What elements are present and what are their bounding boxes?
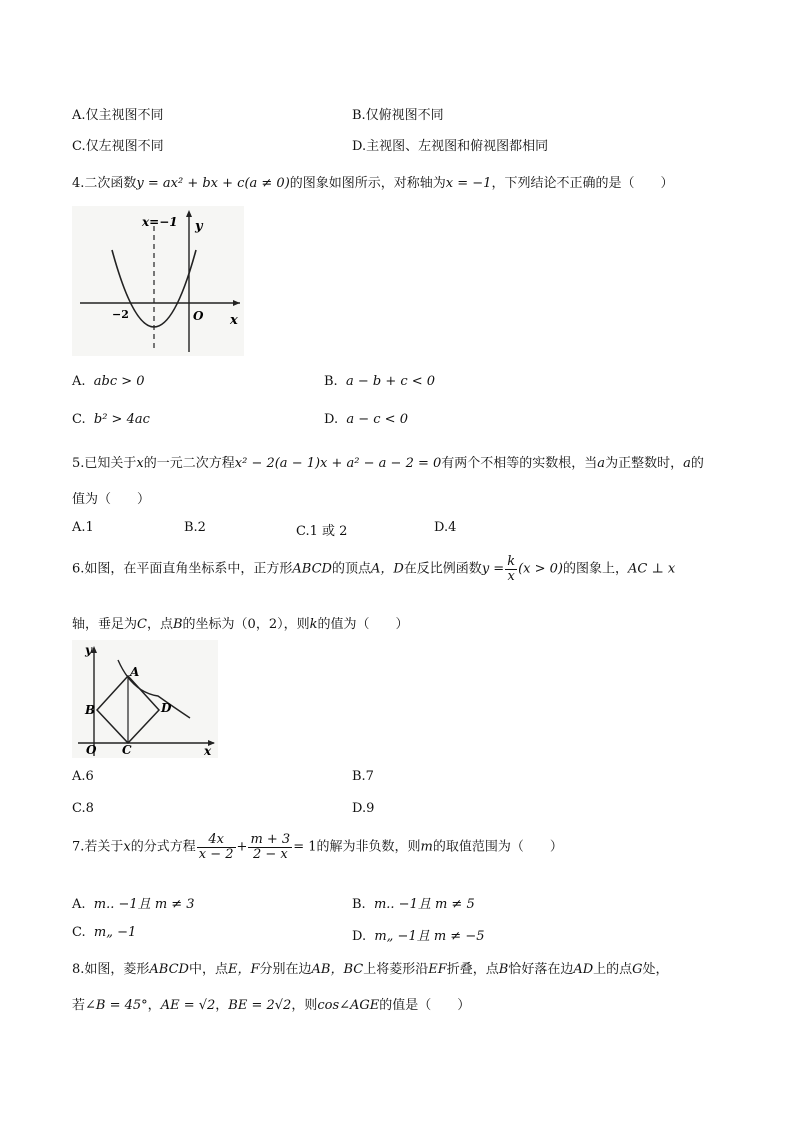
q3-option-d: D.主视图、左视图和俯视图都相同	[352, 139, 549, 154]
q6-option-a: A.6	[72, 769, 94, 784]
q7-option-a	[72, 893, 195, 912]
q6-frac-num: k	[507, 554, 516, 569]
q8-EF: EF	[428, 962, 447, 977]
q8-line2-pre: 若	[72, 998, 86, 1013]
q5-option-c: C.1 或 2	[296, 524, 348, 539]
q7-option-d-text: m„ −1且 m ≠ −5	[374, 929, 485, 944]
q8-G: G	[632, 962, 643, 977]
q5-mid1: 的一元二次方程	[143, 456, 235, 471]
q6-fig-a: A	[130, 665, 140, 679]
q8-line2-end: 的值是（ ）	[379, 998, 471, 1013]
q6-fig-origin: O	[86, 743, 97, 757]
q8-be: BE = 2√2	[228, 998, 292, 1013]
q4-fig-origin: O	[193, 309, 204, 323]
q7-stem	[72, 833, 563, 861]
q4-option-a-text: abc > 0	[93, 374, 145, 389]
q8-mid3: 上将菱形沿	[363, 962, 429, 977]
q5-equation: x² − 2(a − 1)x + a² − a − 2 = 0	[234, 456, 442, 471]
q8-end1: 处，	[642, 962, 669, 977]
q3-option-a: A.仅主视图不同	[72, 108, 164, 123]
q4-option-c-text: b² > 4ac	[93, 412, 150, 427]
q3-option-b: B.仅俯视图不同	[352, 108, 444, 123]
q7-option-a-label: A.	[72, 897, 86, 912]
q8-ae: AE = √2	[160, 998, 216, 1013]
q4-option-b	[324, 374, 435, 389]
q7-option-c-text: m„ −1	[93, 925, 137, 940]
q8-mid5: 恰好落在边	[508, 962, 574, 977]
q8-stem-line1	[72, 958, 669, 977]
q4-option-c	[72, 412, 150, 427]
q7-plus: +	[236, 839, 248, 855]
q8-ef: E，F	[227, 962, 260, 977]
q7-f2-num: m + 3	[250, 832, 291, 847]
q6-square-figure	[72, 640, 218, 758]
q6-fig-x-label: x	[204, 744, 212, 758]
q4-fig-x-label: x	[230, 313, 238, 328]
q7-m: m	[420, 839, 433, 855]
q6-y-eq: y =	[481, 561, 505, 577]
q8-mid2: 分别在边	[259, 962, 312, 977]
q5-mid3: 为正整数时，	[605, 456, 684, 471]
q6-stem-line1	[72, 555, 675, 583]
q6-option-b: B.7	[352, 769, 374, 784]
q6-line2-mid: ，点	[146, 617, 173, 632]
q7-f2-den: 2 − x	[252, 846, 288, 862]
q4-fig-tick-label: −2	[112, 308, 129, 321]
q4-fig-axis-label: x=−1	[142, 215, 178, 229]
q6-line2-pre: 轴，垂足为	[72, 617, 138, 632]
q8-mid1: 中，点	[188, 962, 228, 977]
q5-end: 的	[690, 456, 704, 471]
q4-fig-y-label: y	[195, 219, 203, 234]
q4-math1: y = ax² + bx + c(a ≠ 0)	[136, 176, 290, 191]
q8-mid7: ，则	[291, 998, 318, 1013]
q8-B: B	[498, 962, 509, 977]
q5-stem-line2: 值为（ ）	[72, 492, 151, 507]
q8-sep1: ，	[147, 998, 161, 1013]
q4-parabola-figure	[72, 206, 244, 356]
q7-suffix: 的取值范围为（ ）	[432, 839, 563, 855]
q4-prefix: 4.二次函数	[72, 176, 137, 191]
q7-eq: = 1	[293, 839, 317, 855]
q8-angle: ∠B = 45°	[85, 998, 148, 1013]
q6-frac-den: x	[507, 568, 515, 584]
q6-mid1: 的顶点	[331, 561, 371, 577]
q4-option-d	[324, 412, 408, 427]
q7-option-a-text: m.. −1且 m ≠ 3	[93, 897, 195, 912]
q6-fig-y-label: y	[85, 643, 92, 657]
q6-line2-end: 的坐标为（0，2），则	[182, 617, 310, 632]
q3-option-c: C.仅左视图不同	[72, 139, 164, 154]
q6-perp: AC ⊥ x	[628, 561, 676, 577]
q7-option-b-text: m.. −1且 m ≠ 5	[373, 897, 475, 912]
q4-option-d-text: a − c < 0	[346, 412, 408, 427]
q6-line1-pre: 6.如图，在平面直角坐标系中，正方形	[72, 561, 293, 577]
q5-stem-line1	[72, 452, 704, 471]
q8-abbc: AB，BC	[311, 962, 364, 977]
q7-prefix: 7.若关于	[72, 839, 124, 855]
q7-mid2: 的解为非负数，则	[316, 839, 421, 855]
q5-var-a2: a	[683, 456, 691, 471]
q5-option-d: D.4	[434, 520, 457, 535]
q6-mid3: 的图象上，	[562, 561, 628, 577]
q7-option-c	[72, 925, 136, 940]
q7-fraction-1	[197, 833, 236, 861]
q8-mid4: 折叠，点	[446, 962, 499, 977]
q6-cond: (x > 0)	[518, 561, 563, 577]
q4-option-c-label: C.	[72, 412, 86, 427]
q4-option-d-label: D.	[324, 412, 339, 427]
q6-k-over-x	[505, 555, 517, 583]
q4-stem	[72, 172, 673, 191]
q6-k: k	[309, 617, 318, 632]
q8-AD: AD	[573, 962, 594, 977]
q8-sep2: ，	[215, 998, 229, 1013]
q6-fig-c: C	[122, 743, 132, 757]
q8-line1-pre: 8.如图，菱形	[72, 962, 150, 977]
q6-line2-tail: 的值为（ ）	[317, 617, 409, 632]
q4-option-a	[72, 374, 145, 389]
q5-option-a: A.1	[72, 520, 94, 535]
q7-var: x	[123, 839, 131, 855]
q6-b: B	[172, 617, 183, 632]
q7-option-d-label: D.	[352, 929, 367, 944]
q7-option-b	[352, 893, 475, 912]
q7-mid1: 的分式方程	[130, 839, 196, 855]
q4-math2: x = −1	[445, 176, 492, 191]
q5-var-a: a	[597, 456, 606, 471]
q6-mid2: 在反比例函数	[403, 561, 482, 577]
q4-option-a-label: A.	[72, 374, 86, 389]
q4-option-b-label: B.	[324, 374, 338, 389]
q6-fig-d: D	[161, 701, 172, 715]
q7-fraction-2	[248, 833, 292, 861]
q5-var: x	[136, 456, 144, 471]
q8-abcd: ABCD	[149, 962, 189, 977]
q5-option-b: B.2	[184, 520, 206, 535]
q6-c: C	[137, 617, 147, 632]
q8-mid6: 上的点	[593, 962, 633, 977]
q4-option-b-text: a − b + c < 0	[345, 374, 436, 389]
q7-option-b-label: B.	[352, 897, 366, 912]
q7-f1-den: x − 2	[198, 846, 234, 862]
q8-cos: cos∠AGE	[317, 998, 380, 1013]
q8-stem-line2	[72, 994, 470, 1013]
q6-abcd: ABCD	[292, 561, 332, 577]
q6-fig-b: B	[85, 703, 96, 717]
q7-f1-num: 4x	[197, 833, 236, 848]
q6-stem-line2	[72, 613, 409, 632]
q5-mid2: 有两个不相等的实数根，当	[441, 456, 598, 471]
q5-prefix: 5.已知关于	[72, 456, 137, 471]
q7-option-c-label: C.	[72, 925, 86, 940]
q6-option-c: C.8	[72, 801, 94, 816]
q4-suffix: ，下列结论不正确的是（ ）	[491, 176, 674, 191]
q6-option-d: D.9	[352, 801, 375, 816]
q7-option-d	[352, 925, 485, 944]
q6-ad: A，D	[370, 561, 404, 577]
q4-mid: 的图象如图所示，对称轴为	[289, 176, 446, 191]
